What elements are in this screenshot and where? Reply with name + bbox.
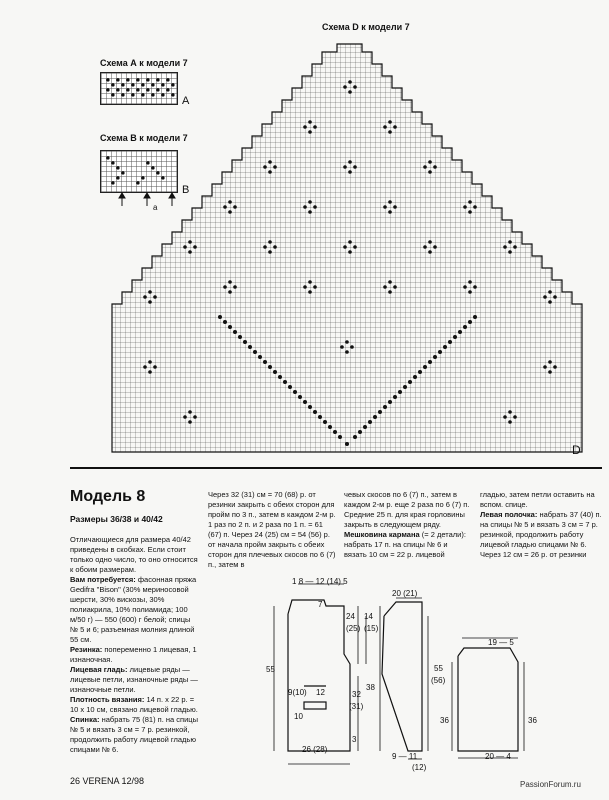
dim-38: 38: [366, 683, 375, 692]
text-col-1: [70, 535, 198, 755]
back-heading: Спинка:: [70, 715, 100, 724]
dim-24: 24: [346, 612, 355, 621]
collar-outline: [458, 648, 518, 751]
dim-piece-right: 36: [528, 716, 537, 725]
back-text: набрать 75 (81) п. на спицы № 5 и вязать 3 см = 7 р. резинкой, продолжить работу лицевой гладью спицами № 6.: [70, 715, 198, 754]
dim-left-55: 55: [266, 665, 275, 674]
scheme-d-title: Схема D к модели 7: [322, 22, 410, 32]
dim-10: 10: [294, 712, 303, 721]
col2-text: Через 32 (31) см = 70 (68) р. от резинки закрыть с обеих сторон для пройм по 3 п., затем в каждом 2-м р. 1 раз по 2 п. и 2 раза по 1 п. = 61 (67) п. Через 24 (25) см = 54 (56) р. от начала пройм закрыть с обеих сторон для плечевых скосов по 6 (7) п., затем в: [208, 490, 336, 569]
scheme-d-chart: [110, 42, 585, 454]
body-piece-outline: [288, 600, 350, 751]
dim-25: (25): [346, 624, 361, 633]
stockinette-heading: Лицевая гладь:: [70, 665, 128, 674]
dim-sleeve-bottom: 9 — 11: [392, 752, 418, 761]
col3-text: чевых скосов по 6 (7) п., затем в каждом 2-м р. еще 2 раза по 6 (7) п. Средние 25 п. для края горловины закрыть в следующем ряду.: [344, 490, 470, 529]
dim-piece-top: 19 — 5: [488, 638, 514, 647]
scheme-a-title: Схема А к модели 7: [100, 58, 188, 68]
scheme-b-title: Схема В к модели 7: [100, 133, 188, 143]
dim-7: 7: [318, 600, 323, 609]
need-heading: Вам потребуется:: [70, 575, 136, 584]
dim-sleeve-55: 55: [434, 664, 443, 673]
sleeve-outline: [382, 602, 422, 751]
model-title: Модель 8: [70, 488, 146, 505]
left-front-heading: Левая полочка:: [480, 510, 538, 519]
watermark: PassionForum.ru: [520, 780, 581, 789]
gauge-text: 14 п. x 22 р. = 10 x 10 см, связано лицевой гладью.: [70, 695, 198, 714]
dim-sleeve-bottom-2: (12): [412, 763, 427, 772]
intro-text: Отличающиеся для размера 40/42 приведены в скобках. Если стоит только одно число, то оно относится к обоим размерам.: [70, 535, 198, 574]
gauge-heading: Плотность вязания:: [70, 695, 145, 704]
dim-14: 14: [364, 612, 373, 621]
dim-15: (15): [364, 624, 379, 633]
scheme-b-letter: B: [182, 184, 190, 196]
rib-heading: Резинка:: [70, 645, 103, 654]
dim-12: 12: [316, 688, 325, 697]
dim-32: 32: [352, 690, 361, 699]
col4-text: гладью, затем петли оставить на вспом. спице.: [480, 490, 595, 509]
text-col-4: [480, 490, 602, 560]
stockinette-text: лицевые ряды — лицевые петли, изнаночные ряды — изнаночные петли.: [70, 665, 198, 694]
scheme-b-arrow-label: a: [153, 203, 158, 212]
dim-piece-bottom: 20 — 4: [485, 752, 511, 761]
scheme-a-letter: A: [182, 95, 190, 107]
need-text: фасонная пряжа Gedifra "Bison" (30% мериносовой шерсти, 30% вискозы, 30% полиакрила, 10% полиамида; 100 м/50 г) — 550 (600) г белой; спицы № 5 и 6; разъемная молния длиной 55 см.: [70, 575, 197, 644]
pocket-heading: Мешковина кармана: [344, 530, 420, 539]
dim-bottom: 26 (28): [302, 745, 328, 754]
pattern-schematics: [262, 576, 602, 771]
pocket-text: (= 2 детали): набрать 17 п. на спицы № 6 и вязать 10 см = 22 р. лицевой: [344, 530, 466, 559]
scheme-d-letter: D: [572, 443, 581, 457]
dim-sleeve-top: 20 (21): [392, 589, 418, 598]
divider: [70, 467, 602, 469]
dim-top: 1 8 — 12 (14) 5: [292, 577, 348, 586]
text-col-3: [344, 490, 472, 560]
left-front-text: набрать 37 (40) п. на спицы № 5 и вязать 3 см = 7 р. резинкой, продолжить работу лицевой гладью спицами № 6. Через 12 см = 26 р. от резинки: [480, 510, 602, 559]
page-footer: 26 VERENA 12/98: [70, 776, 145, 786]
pocket-outline: [304, 702, 326, 709]
dim-31: (31): [349, 702, 364, 711]
model-sizes: Размеры 36/38 и 40/42: [70, 514, 163, 524]
dim-3: 3: [352, 735, 357, 744]
dim-sleeve-56: (56): [431, 676, 446, 685]
rib-text: попеременно 1 лицевая, 1 изнаночная.: [70, 645, 197, 664]
dim-9-10: 9(10): [288, 688, 307, 697]
dim-piece-left: 36: [440, 716, 449, 725]
text-col-2: [208, 490, 336, 570]
